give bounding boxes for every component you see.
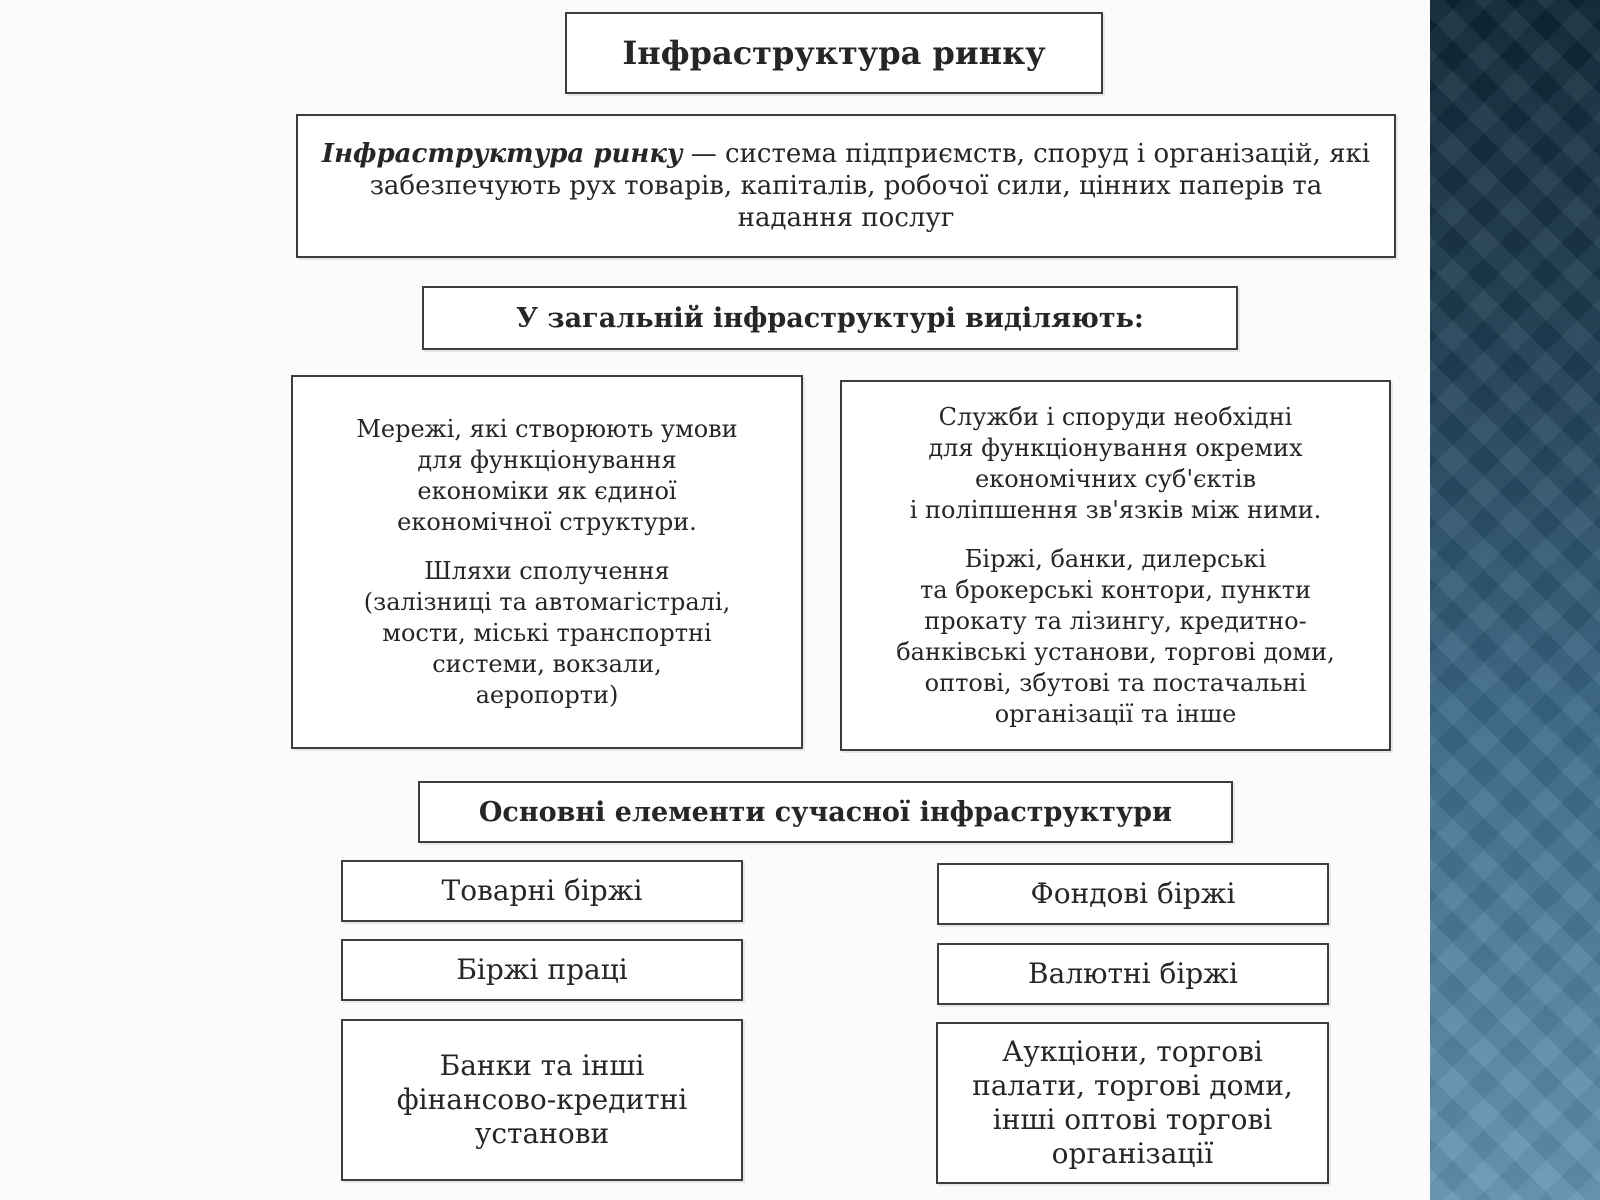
labor-exchanges-label: Біржі праці <box>456 953 628 986</box>
networks-box <box>291 375 803 749</box>
services-description: Служби і споруди необхідні для функціонування окремих економічних суб'єктів і поліпшення зв'язків між ними. <box>909 402 1322 524</box>
currency-exchanges-box <box>937 943 1329 1005</box>
general-infrastructure-header-box <box>422 286 1238 350</box>
definition-body: — система підприємств, споруд і організацій, які забезпечують рух товарів, капіталів, робочої сили, цінних паперів та надання послуг <box>369 139 1371 233</box>
auctions-box <box>936 1022 1329 1184</box>
networks-description: Мережі, які створюють умови для функціонування економіки як єдиної економічної структури. <box>356 414 738 536</box>
diagram-title-box <box>565 12 1103 94</box>
stock-exchanges-label: Фондові біржі <box>1030 877 1236 910</box>
services-examples-text: Біржі, банки, дилерські та брокерські контори, пункти прокату та лізингу, кредитно- банківські установи, торгові доми, оптові, збутові та постачальні організації та інше <box>896 544 1335 728</box>
definition-term: Інфраструктура ринку <box>321 139 683 169</box>
decorative-side-panel <box>1430 0 1600 1200</box>
general-infrastructure-header: У загальній інфраструктурі виділяють: <box>516 302 1144 334</box>
transport-routes-text: Шляхи сполучення (залізниці та автомагістралі, мости, міські транспортні системи, вокзали, аеропорти) <box>363 556 731 709</box>
diagram-title: Інфраструктура ринку <box>622 34 1046 72</box>
commodity-exchanges-box <box>341 860 743 922</box>
stock-exchanges-box <box>937 863 1329 925</box>
services-box <box>840 380 1391 751</box>
banks-label: Банки та інші фінансово-кредитні установи <box>396 1049 688 1150</box>
banks-box <box>341 1019 743 1181</box>
auctions-label: Аукціони, торгові палати, торгові доми, інші оптові торгові організації <box>972 1035 1293 1170</box>
main-elements-header-box <box>418 781 1233 843</box>
commodity-exchanges-label: Товарні біржі <box>441 874 643 907</box>
labor-exchanges-box <box>341 939 743 1001</box>
definition-box <box>296 114 1396 258</box>
main-elements-header: Основні елементи сучасної інфраструктури <box>478 796 1173 828</box>
definition-text <box>312 138 1380 234</box>
currency-exchanges-label: Валютні біржі <box>1028 957 1238 990</box>
